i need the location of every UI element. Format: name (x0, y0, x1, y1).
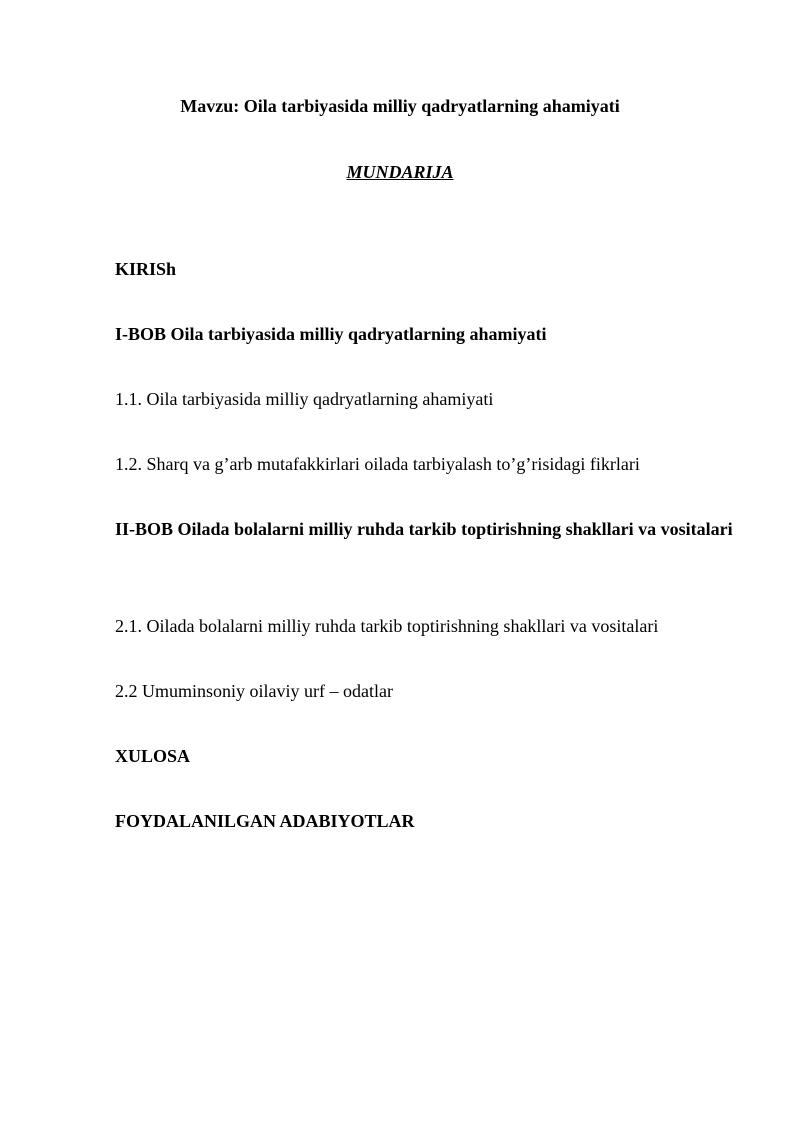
toc-entry-section-1-2: 1.2. Sharq va g’arb mutafakkirlari oilada tarbiyalash to’g’risidagi fikrlari (115, 454, 640, 474)
toc-entry-conclusion: XULOSA (115, 746, 191, 766)
toc-entry-references: FOYDALANILGAN ADABIYOTLAR (115, 811, 415, 831)
document-topic: Mavzu: Oila tarbiyasida milliy qadryatlarning ahamiyati (180, 96, 620, 116)
toc-entry-chapter-2: II-BOB Oilada bolalarni milliy ruhda tarkib toptirishning shakllari va vositalari (115, 519, 733, 539)
toc-entry-chapter-1: I-BOB Oila tarbiyasida milliy qadryatlarning ahamiyati (115, 324, 547, 344)
toc-entry-section-2-1: 2.1. Oilada bolalarni milliy ruhda tarkib toptirishning shakllari va vositalari (115, 616, 659, 636)
toc-entry-introduction: KIRISh (115, 259, 177, 279)
toc-title: MUNDARIJA (346, 162, 454, 182)
toc-entry-section-1-1: 1.1. Oila tarbiyasida milliy qadryatlarning ahamiyati (115, 389, 494, 409)
toc-entry-section-2-2: 2.2 Umuminsoniy oilaviy urf – odatlar (115, 681, 393, 701)
